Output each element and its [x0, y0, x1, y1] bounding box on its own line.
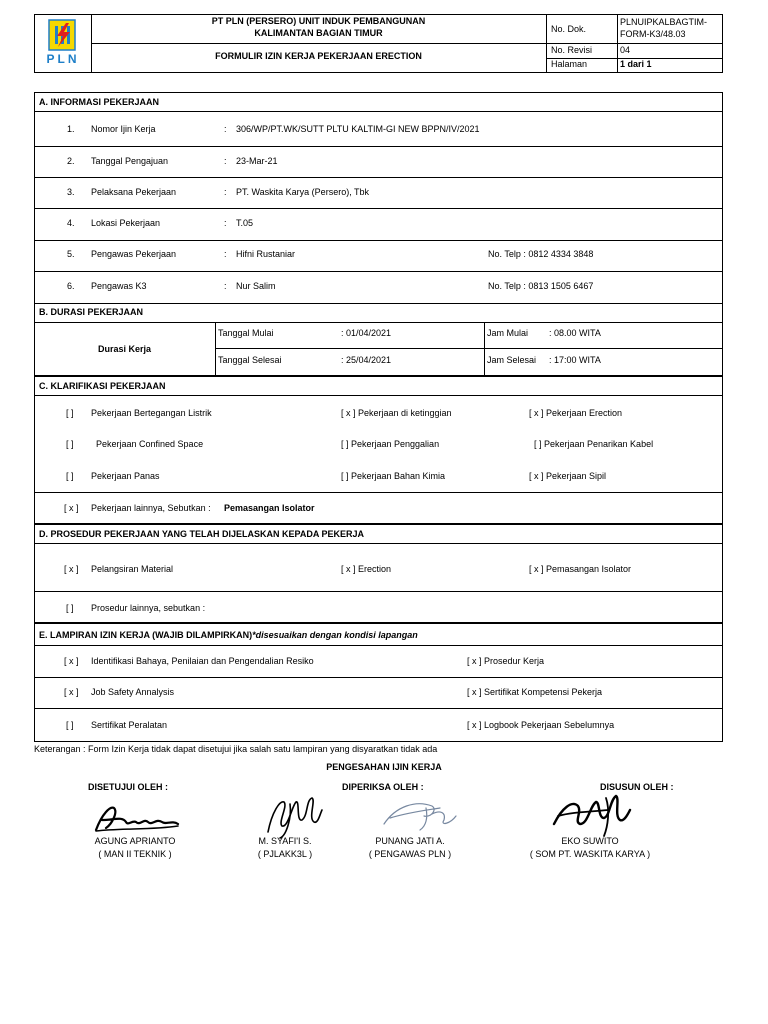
- page-value: 1 dari 1: [620, 59, 652, 69]
- page-label: Halaman: [551, 59, 588, 69]
- other-procedure-label: Prosedur lainnya, sebutkan :: [91, 603, 206, 613]
- procedure-item[interactable]: [ x ] Erection: [341, 564, 392, 574]
- checkbox[interactable]: [ ]: [66, 720, 74, 730]
- clarification-item[interactable]: [ x ] Pekerjaan di ketinggian: [341, 408, 452, 418]
- info-colon: :: [224, 281, 227, 291]
- signer-name-eko: EKO SUWITO: [561, 836, 619, 846]
- clarification-item[interactable]: [ x ] Pekerjaan Sipil: [529, 471, 607, 481]
- checkbox[interactable]: [ ]: [66, 603, 74, 613]
- durasi-kerja-label: Durasi Kerja: [97, 344, 152, 354]
- pln-logo: [36, 16, 90, 71]
- doc-number-value-2: FORM-K3/48.03: [620, 29, 686, 39]
- attachment-label: Job Safety Annalysis: [91, 687, 175, 697]
- procedure-item[interactable]: [ x ] Pemasangan Isolator: [529, 564, 632, 574]
- doc-number-value-1: PLNUIPKALBAGTIM-: [620, 17, 708, 27]
- tanggal-mulai-label: Tanggal Mulai: [218, 328, 274, 338]
- section-e-title-wrap: [39, 630, 418, 641]
- info-value: 306/WP/PT.WK/SUTT PLTU KALTIM-GI NEW BPPN/IV/2021: [236, 124, 480, 134]
- checkbox[interactable]: [ x ]: [64, 564, 79, 574]
- info-label: Tanggal Pengajuan: [91, 156, 169, 166]
- section-d-title: D. PROSEDUR PEKERJAAN YANG TELAH DIJELASKAN KEPADA PEKERJA: [39, 529, 365, 539]
- other-work-value: Pemasangan Isolator: [224, 503, 315, 513]
- section-e-title: E. LAMPIRAN IZIN KERJA (WAJIB DILAMPIRKAN): [39, 630, 253, 640]
- section-e-note: *disesuaikan dengan kondisi lapangan: [252, 630, 418, 640]
- info-value: T.05: [236, 218, 254, 228]
- clarification-label: Pekerjaan Confined Space: [96, 439, 204, 449]
- section-c-title: C. KLARIFIKASI PEKERJAAN: [39, 381, 166, 391]
- attachment-label: Identifikasi Bahaya, Penilaian dan Pengendalian Resiko: [91, 656, 314, 666]
- info-num: 6.: [67, 281, 75, 291]
- info-colon: :: [224, 187, 227, 197]
- info-colon: :: [224, 218, 227, 228]
- info-value: PT. Waskita Karya (Persero), Tbk: [236, 187, 370, 197]
- signature-punang: [380, 796, 460, 836]
- signature-syafii: [262, 792, 324, 840]
- revision-label: No. Revisi: [551, 45, 593, 55]
- signer-role-syafii: ( PJLAKK3L ): [257, 849, 313, 859]
- info-num: 3.: [67, 187, 75, 197]
- info-label: Pengawas K3: [91, 281, 147, 291]
- signer-role-agung: ( MAN II TEKNIK ): [98, 849, 172, 859]
- clarification-item[interactable]: [ ] Pekerjaan Bahan Kimia: [341, 471, 446, 481]
- info-value: Nur Salim: [236, 281, 276, 291]
- procedure-label: Pelangsiran Material: [91, 564, 174, 574]
- tanggal-selesai-value: : 25/04/2021: [341, 355, 392, 365]
- checkbox[interactable]: [ x ]: [64, 503, 79, 513]
- info-num: 1.: [67, 124, 75, 134]
- disetujui-label: DISETUJUI OLEH :: [88, 782, 169, 792]
- checkbox[interactable]: [ ]: [66, 408, 74, 418]
- info-num: 2.: [67, 156, 75, 166]
- info-value: Hifni Rustaniar: [236, 249, 296, 259]
- jam-mulai-label: Jam Mulai: [487, 328, 529, 338]
- form-title: FORMULIR IZIN KERJA PEKERJAAN ERECTION: [215, 51, 422, 61]
- section-b-title: B. DURASI PEKERJAAN: [39, 307, 144, 317]
- signer-role-punang: ( PENGAWAS PLN ): [368, 849, 452, 859]
- attachment-item[interactable]: [ x ] Sertifikat Kompetensi Pekerja: [467, 687, 603, 697]
- info-colon: :: [224, 124, 227, 134]
- info-colon: :: [224, 249, 227, 259]
- clarification-item[interactable]: [ ] Pekerjaan Penarikan Kabel: [534, 439, 654, 449]
- signer-name-punang: PUNANG JATI A.: [375, 836, 445, 846]
- info-num: 5.: [67, 249, 75, 259]
- checkbox[interactable]: [ ]: [66, 439, 74, 449]
- logo-text: PLN: [46, 52, 80, 66]
- pengesahan-title: PENGESAHAN IJIN KERJA: [326, 762, 442, 772]
- attachment-item[interactable]: [ x ] Prosedur Kerja: [467, 656, 545, 666]
- jam-selesai-label: Jam Selesai: [487, 355, 537, 365]
- info-label: Lokasi Pekerjaan: [91, 218, 161, 228]
- info-num: 4.: [67, 218, 75, 228]
- signer-name-agung: AGUNG APRIANTO: [94, 836, 176, 846]
- info-phone: No. Telp : 0812 4334 3848: [488, 249, 594, 259]
- info-label: Pelaksana Pekerjaan: [91, 187, 177, 197]
- diperiksa-label: DIPERIKSA OLEH :: [342, 782, 424, 792]
- attachment-label: Sertifikat Peralatan: [91, 720, 168, 730]
- signer-name-syafii: M. SYAFI'I S.: [258, 836, 312, 846]
- org-name-line2: KALIMANTAN BAGIAN TIMUR: [254, 28, 383, 38]
- jam-mulai-value: : 08.00 WITA: [549, 328, 601, 338]
- checkbox[interactable]: [ x ]: [64, 687, 79, 697]
- clarification-label: Pekerjaan Panas: [91, 471, 160, 481]
- info-colon: :: [224, 156, 227, 166]
- attachment-item[interactable]: [ x ] Logbook Pekerjaan Sebelumnya: [467, 720, 615, 730]
- signer-role-eko: ( SOM PT. WASKITA KARYA ): [529, 849, 651, 859]
- signature-agung: [92, 800, 182, 836]
- clarification-item[interactable]: [ x ] Pekerjaan Erection: [529, 408, 623, 418]
- info-label: Pengawas Pekerjaan: [91, 249, 177, 259]
- tanggal-selesai-label: Tanggal Selesai: [218, 355, 282, 365]
- section-a-title: A. INFORMASI PEKERJAAN: [39, 97, 160, 107]
- info-phone: No. Telp : 0813 1505 6467: [488, 281, 594, 291]
- org-name-line1: PT PLN (PERSERO) UNIT INDUK PEMBANGUNAN: [211, 16, 426, 26]
- doc-number-label: No. Dok.: [551, 24, 587, 34]
- clarification-item[interactable]: [ ] Pekerjaan Penggalian: [341, 439, 440, 449]
- clarification-label: Pekerjaan Bertegangan Listrik: [91, 408, 212, 418]
- checkbox[interactable]: [ x ]: [64, 656, 79, 666]
- disusun-label: DISUSUN OLEH :: [600, 782, 674, 792]
- tanggal-mulai-value: : 01/04/2021: [341, 328, 392, 338]
- jam-selesai-value: : 17:00 WITA: [549, 355, 601, 365]
- other-work-label: Pekerjaan lainnya, Sebutkan :: [91, 503, 211, 513]
- keterangan-note: Keterangan : Form Izin Kerja tidak dapat disetujui jika salah satu lampiran yang disyaratkan tidak ada: [34, 744, 438, 754]
- info-value: 23-Mar-21: [236, 156, 278, 166]
- info-label: Nomor Ijin Kerja: [91, 124, 156, 134]
- checkbox[interactable]: [ ]: [66, 471, 74, 481]
- signature-eko: [548, 790, 632, 840]
- revision-value: 04: [620, 45, 631, 55]
